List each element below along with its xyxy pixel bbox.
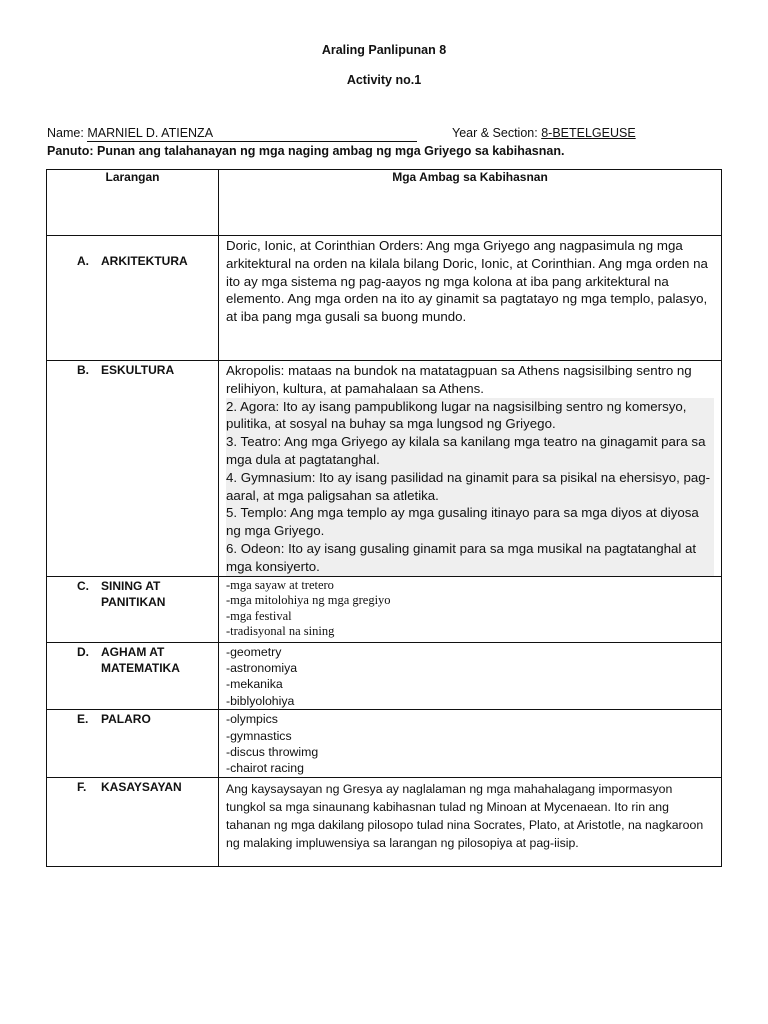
category-cell <box>47 576 219 642</box>
contribution-line: 6. Odeon: Ito ay isang gusaling ginamit para sa mga musikal na pagtatanghal at mga konsiyerto. <box>226 540 714 576</box>
contribution-line: -mga sayaw at tretero <box>226 577 334 592</box>
contribution-line: -mga mitolohiya ng mga gregiyo <box>226 593 391 608</box>
contribution-line: -geometry <box>226 644 282 659</box>
category-cell <box>47 236 219 361</box>
contribution-line: -chairot racing <box>226 761 304 776</box>
contribution-line: -mekanika <box>226 677 283 692</box>
table-row <box>47 710 722 778</box>
contribution-line: -tradisyonal na sining <box>226 624 335 639</box>
contribution-cell <box>219 777 722 866</box>
section-line <box>452 126 636 140</box>
table-row <box>47 642 722 710</box>
contribution-line: -astronomiya <box>226 660 298 675</box>
category-letter: B. <box>77 363 89 377</box>
contribution-cell <box>219 576 722 642</box>
category-cell <box>47 642 219 710</box>
contribution-line: 4. Gymnasium: Ito ay isang pasilidad na ginamit para sa pisikal na ehersisyo, pag-aaral, at mga paligsahan sa atletika. <box>226 469 714 505</box>
contributions-table <box>46 169 722 867</box>
contribution-cell <box>219 361 722 577</box>
contribution-cell <box>219 236 722 361</box>
contribution-text: Ang kaysaysayan ng Gresya ay naglalaman ng mga mahahalagang impormasyon tungkol sa mga sinaunang kabihasnan tulad ng Minoan at Mycenaean. Ito rin ang tahanan ng mga dakilang pilosopo tulad nina Socrates, Plato, at Aristotle, na nagkaroon ng malaking impluwensiya sa larangan ng pilosopiya at pag-iisip. <box>226 781 704 850</box>
name-value: MARNIEL D. ATIENZA <box>87 127 417 142</box>
contribution-line: -mga festival <box>226 608 292 623</box>
subject-title: Araling Panlipunan 8 <box>321 43 447 57</box>
header-larangan: Larangan <box>47 170 219 236</box>
contribution-line: 5. Templo: Ang mga templo ay mga gusaling itinayo para sa mga diyos at diyosa ng mga Griyego. <box>226 504 714 540</box>
category-letter: D. <box>77 644 89 659</box>
category-cell <box>47 361 219 577</box>
contribution-cell <box>219 710 722 778</box>
contribution-line: -biblyolohiya <box>226 693 295 708</box>
category-name: AGHAM AT MATEMATIKA <box>101 644 180 675</box>
name-label: Name: <box>47 126 84 140</box>
section-label: Year & Section: <box>452 126 538 140</box>
category-name: SINING AT PANITIKAN <box>101 578 166 609</box>
contribution-cell <box>219 642 722 710</box>
contribution-line: 3. Teatro: Ang mga Griyego ay kilala sa kanilang mga teatro na ginagamit para sa mga dula at pagtatanghal. <box>226 433 714 469</box>
contribution-line: -olympics <box>226 712 278 727</box>
section-value: 8-BETELGEUSE <box>541 126 636 140</box>
table-row <box>47 576 722 642</box>
category-cell <box>47 777 219 866</box>
contribution-line: 2. Agora: Ito ay isang pampublikong lugar na nagsisilbing sentro ng komersyo, pulitika, at sosyal na buhay sa mga lungsod ng Griyego. <box>226 398 714 434</box>
table-header-row <box>47 170 722 236</box>
category-letter: C. <box>77 578 89 593</box>
contribution-line: -gymnastics <box>226 728 292 743</box>
category-cell <box>47 710 219 778</box>
table-row <box>47 236 722 361</box>
category-letter: F. <box>77 779 87 794</box>
header-ambag: Mga Ambag sa Kabihasnan <box>219 170 722 236</box>
table-row <box>47 777 722 866</box>
category-name: ARKITEKTURA <box>101 254 188 268</box>
table-row <box>47 361 722 577</box>
contribution-line: Akropolis: mataas na bundok na matatagpuan sa Athens nagsisilbing sentro ng relihiyon, kultura, at pamahalaan sa Athens. <box>226 363 692 396</box>
contribution-text: Doric, Ionic, at Corinthian Orders: Ang mga Griyego ang nagpasimula ng mga arkitektural na orden na kilala bilang Doric, Ionic, at Corinthian. Ang mga orden na ito ay mga sistema ng pag-aayos ng mga kolona at iba pang arkitektural na elemento. Ang mga orden na ito ay ginamit sa pagtatayo ng mga templo, palasyo, at iba pang mga gusali sa buong mundo. <box>226 238 708 325</box>
activity-title: Activity no.1 <box>346 73 422 87</box>
category-name: ESKULTURA <box>101 363 175 377</box>
instructions: Panuto: Punan ang talahanayan ng mga naging ambag ng mga Griyego sa kabihasnan. <box>47 144 565 158</box>
category-name: KASAYSAYAN <box>101 779 182 794</box>
category-name: PALARO <box>101 712 151 727</box>
contribution-line: -discus throwimg <box>226 745 319 759</box>
category-letter: A. <box>77 254 89 268</box>
category-letter: E. <box>77 712 89 727</box>
name-line <box>47 126 417 142</box>
